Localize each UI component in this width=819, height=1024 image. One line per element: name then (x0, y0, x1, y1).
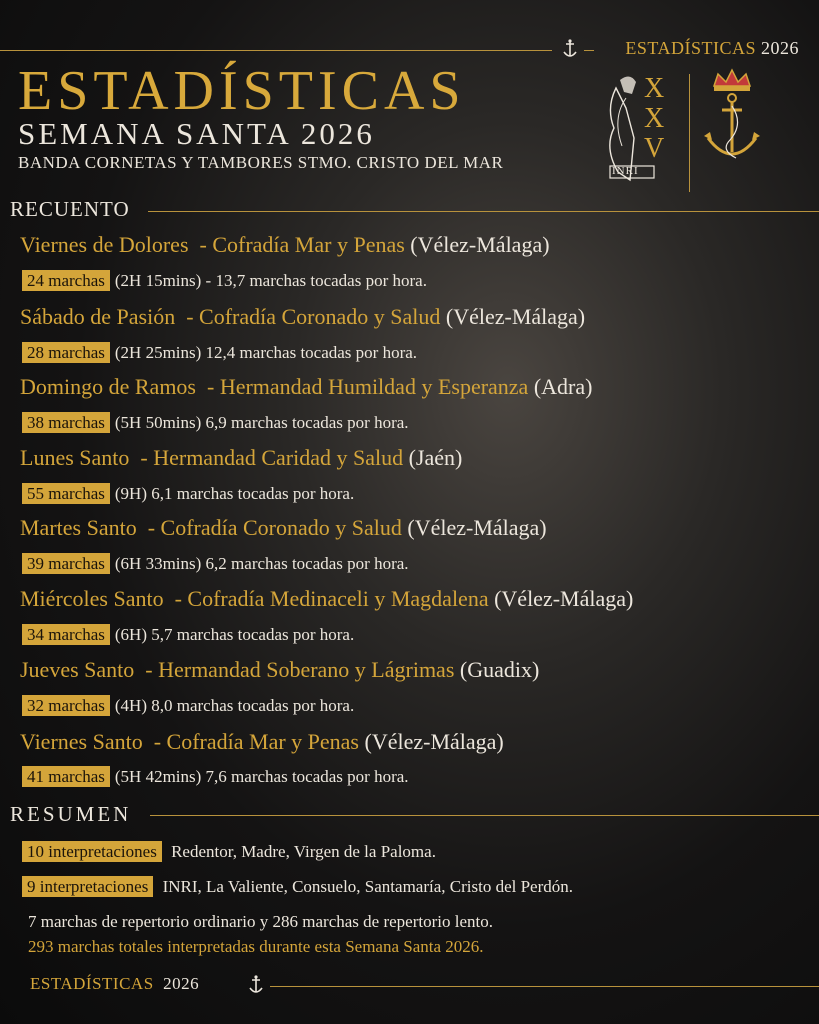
day-separator: - (134, 657, 159, 682)
day-name: Miércoles Santo (20, 586, 164, 611)
day-stats (22, 766, 409, 788)
summary-line: 7 marchas de repertorio ordinario y 286 marchas de repertorio lento. (28, 912, 493, 931)
resumen-item (22, 876, 573, 898)
header-tag: ESTADÍSTICAS 2026 (625, 38, 799, 58)
stats-detail: (9H) 6,1 marchas tocadas por hora. (114, 484, 355, 503)
stats-detail: (4H) 8,0 marchas tocadas por hora. (114, 696, 355, 715)
day-name: Jueves Santo (20, 657, 135, 682)
marchas-badge: 39 marchas (22, 553, 110, 574)
day-separator: - (129, 445, 154, 470)
marchas-badge: 34 marchas (22, 624, 110, 645)
day-separator: - (136, 515, 161, 540)
top-rule-right (584, 50, 594, 51)
cofradia-name: Cofradía Coronado y Salud (199, 304, 441, 329)
cofradia-name: Hermandad Caridad y Salud (153, 445, 404, 470)
marchas-badge: 41 marchas (22, 766, 110, 787)
cofradia-name: Hermandad Humildad y Esperanza (219, 374, 529, 399)
location: (Vélez-Málaga) (407, 515, 547, 540)
day-heading (20, 514, 547, 542)
day-separator: - (188, 232, 213, 257)
marchas-badge: 55 marchas (22, 483, 110, 504)
stats-detail: (5H 42mins) 7,6 marchas tocadas por hora. (114, 767, 409, 786)
day-name: Domingo de Ramos (20, 374, 196, 399)
day-stats (22, 412, 409, 434)
day-stats (22, 342, 417, 364)
day-heading (20, 585, 633, 613)
emblem-inri: INRI (612, 165, 639, 177)
recuento-label: RECUENTO (10, 197, 130, 221)
interpretations-badge: 10 interpretaciones (22, 841, 162, 862)
day-heading (20, 444, 462, 472)
stats-detail: (2H 25mins) 12,4 marchas tocadas por hora. (114, 343, 418, 362)
day-heading (20, 728, 504, 756)
location: (Adra) (533, 374, 593, 399)
marchas-badge: 24 marchas (22, 270, 110, 291)
day-heading (20, 656, 539, 684)
footer-rule (270, 986, 819, 987)
day-heading (20, 373, 592, 401)
location: (Vélez-Málaga) (364, 729, 504, 754)
crowned-anchor-icon (700, 66, 764, 166)
location: (Vélez-Málaga) (494, 586, 634, 611)
recuento-rule (148, 211, 819, 212)
eagle-emblem-icon (596, 68, 686, 186)
footer-tag: ESTADÍSTICAS 2026 (30, 974, 200, 993)
day-separator: - (163, 586, 188, 611)
resumen-text: INRI, La Valiente, Consuelo, Santamaría, Cristo del Perdón. (162, 877, 574, 896)
interpretations-badge: 9 interpretaciones (22, 876, 153, 897)
day-stats (22, 695, 354, 717)
day-heading (20, 303, 585, 331)
day-stats (22, 483, 354, 505)
day-name: Viernes Santo (20, 729, 143, 754)
page-subtitle: SEMANA SANTA 2026 (18, 116, 375, 151)
resumen-text: Redentor, Madre, Virgen de la Paloma. (171, 842, 436, 861)
page-title: ESTADÍSTICAS (18, 60, 466, 122)
day-stats (22, 624, 354, 646)
cofradia-name: Cofradía Coronado y Salud (160, 515, 402, 540)
stats-detail: (2H 15mins) - 13,7 marchas tocadas por hora. (114, 271, 427, 290)
day-name: Lunes Santo (20, 445, 130, 470)
emblem-divider (689, 74, 690, 192)
anniversary-emblem (596, 68, 686, 186)
cofradia-name: Cofradía Medinaceli y Magdalena (187, 586, 489, 611)
day-name: Martes Santo (20, 515, 137, 540)
top-rule (0, 50, 552, 51)
stats-detail: (6H) 5,7 marchas tocadas por hora. (114, 625, 355, 644)
day-separator: - (142, 729, 167, 754)
day-stats (22, 553, 409, 575)
day-stats (22, 270, 427, 292)
marchas-badge: 38 marchas (22, 412, 110, 433)
location: (Guadix) (459, 657, 540, 682)
cofradia-name: Cofradía Mar y Penas (212, 232, 405, 257)
anchor-footer-icon (248, 974, 264, 996)
marchas-badge: 28 marchas (22, 342, 110, 363)
location: (Vélez-Málaga) (410, 232, 550, 257)
resumen-label: RESUMEN (10, 802, 132, 826)
anchor-small-icon (562, 38, 578, 60)
day-name: Viernes de Dolores (20, 232, 189, 257)
stats-detail: (6H 33mins) 6,2 marchas tocadas por hora. (114, 554, 409, 573)
location: (Vélez-Málaga) (445, 304, 586, 329)
total-line: 293 marchas totales interpretadas durante esta Semana Santa 2026. (28, 937, 484, 956)
band-name: BANDA CORNETAS Y TAMBORES STMO. CRISTO DEL MAR (18, 153, 504, 172)
resumen-rule (150, 815, 819, 816)
cofradia-name: Cofradía Mar y Penas (166, 729, 359, 754)
emblem-numeral: XXV (644, 73, 665, 164)
day-heading (20, 231, 550, 259)
marchas-badge: 32 marchas (22, 695, 110, 716)
day-separator: - (196, 374, 220, 399)
resumen-item (22, 841, 436, 863)
location: (Jaén) (408, 445, 463, 470)
day-name: Sábado de Pasión (20, 304, 176, 329)
stats-detail: (5H 50mins) 6,9 marchas tocadas por hora. (114, 413, 409, 432)
day-separator: - (175, 304, 200, 329)
cofradia-name: Hermandad Soberano y Lágrimas (158, 657, 455, 682)
